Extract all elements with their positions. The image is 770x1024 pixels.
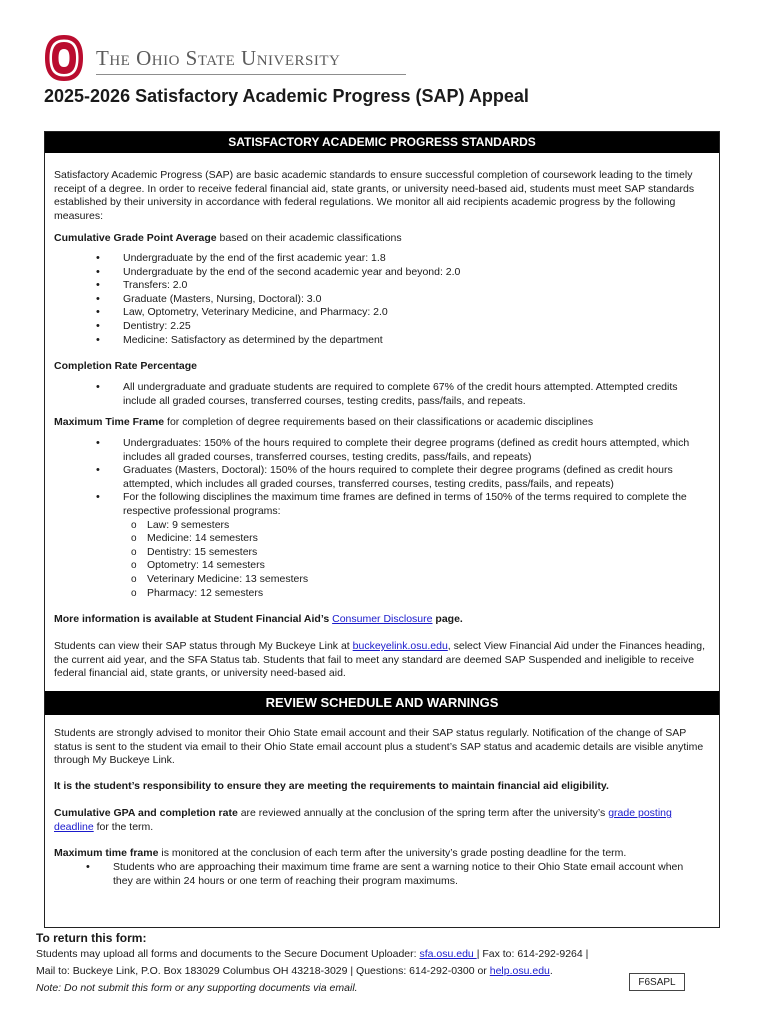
content-box (44, 131, 720, 928)
list-item-text: For the following disciplines the maximum time frames are defined in terms of 150% of the terms required to complete the respective professional programs: (123, 491, 687, 517)
sap-standards-heading: SATISFACTORY ACADEMIC PROGRESS STANDARDS (45, 132, 719, 153)
list-item: • Medicine: Satisfactory as determined by the department (107, 334, 705, 348)
gpa-suffix: based on their academic classifications (216, 232, 402, 244)
max-time-label: Maximum Time Frame (54, 416, 165, 428)
form-code-badge: F6SAPL (629, 973, 685, 991)
consumer-disclosure-link[interactable]: Consumer Disclosure (332, 613, 433, 625)
discipline-list (123, 519, 705, 601)
sfa-osu-link[interactable]: sfa.osu.edu (419, 948, 477, 960)
gpa-list (107, 252, 705, 347)
list-item: • All undergraduate and graduate students are required to complete 67% of the credit hours attempted. Attempted credits include all graded courses, transferred courses, testing credits, pass/fails, and repeats. (107, 381, 705, 408)
list-item: • Undergraduate by the end of the first academic year: 1.8 (107, 252, 705, 266)
max-review-text: is monitored at the conclusion of each term after the university’s grade posting deadline for the term. (158, 847, 627, 859)
sub-list-item: o Medicine: 14 semesters (123, 532, 705, 546)
fax-text: | Fax to: 614-292-9264 | (476, 948, 589, 960)
gpa-review-suffix: for the term. (93, 820, 154, 833)
sub-list-item: o Optometry: 14 semesters (123, 559, 705, 573)
mail-suffix: . (549, 965, 553, 977)
list-item: • Graduates (Masters, Doctoral): 150% of the hours required to complete their degree programs (defined as credit hours attempted, which includes all graded courses, transferred courses, testing credits, pass/fails, and repeats) (107, 464, 705, 491)
status-suffix: , select View Financial Aid under the Finances heading, the current aid year, and the SFA Status tab. Students that fail to meet any standard are deemed SAP Suspended and ineligible to receive federal financial aid, state grants, or university need-based aid. (54, 640, 706, 680)
return-form-heading: To return this form: (36, 931, 147, 945)
list-item: • Undergraduate by the end of the second academic year and beyond: 2.0 (107, 266, 705, 280)
list-item: • Undergraduates: 150% of the hours required to complete their degree programs (defined as credit hours attempted, which includes all graded courses, transferred courses, testing credits, pass/fails, and repeats) (107, 437, 705, 464)
review-heading: REVIEW SCHEDULE AND WARNINGS (45, 691, 719, 715)
upload-text: Students may upload all forms and documents to the Secure Document Uploader: (36, 948, 420, 960)
help-osu-link[interactable]: help.osu.edu (489, 965, 550, 977)
completion-section-title (54, 360, 709, 374)
grade-posting-deadline-link[interactable]: grade posting deadline (54, 807, 672, 833)
list-item: • Graduate (Masters, Nursing, Doctoral): 3.0 (107, 293, 705, 307)
max-time-list (107, 437, 705, 600)
mail-text: Mail to: Buckeye Link, P.O. Box 183029 Columbus OH 43218-3029 | Questions: 614-292-0300 or (36, 965, 490, 977)
sub-list-item: o Law: 9 semesters (123, 519, 705, 533)
max-time-review-info (54, 847, 709, 861)
responsibility-note: It is the student’s responsibility to ensure they are meeting the requirements to maintain financial aid eligibility. (54, 780, 609, 792)
completion-list (107, 381, 705, 408)
buckeyelink-link[interactable]: buckeyelink.osu.edu (352, 640, 448, 652)
sub-list-item: o Veterinary Medicine: 13 semesters (123, 573, 705, 587)
max-time-review-list (97, 861, 697, 888)
list-item (107, 491, 705, 600)
review-intro: Students are strongly advised to monitor their Ohio State email account and their SAP status regularly. Notification of the change of SAP status is sent to the student via email to their Ohio State email account plus a student’s SAP status and academic details are visible anytime through My Buckeye Link. (54, 727, 704, 767)
completion-label: Completion Rate Percentage (54, 360, 197, 372)
list-item: • Transfers: 2.0 (107, 279, 705, 293)
more-info-suffix: page. (432, 613, 463, 625)
more-info-prefix: More information is available at Student Financial Aid’s (54, 613, 333, 625)
logo-divider (96, 74, 406, 75)
max-time-section-title (54, 416, 709, 430)
block-o-logo-icon (44, 34, 84, 82)
gpa-review-info (54, 807, 709, 834)
more-info (54, 613, 709, 627)
list-item: • Students who are approaching their maximum time frame are sent a warning notice to their Ohio State email account when they are within 24 hours or one term of reaching their program maximums. (97, 861, 697, 888)
gpa-section-title (54, 232, 709, 246)
max-time-suffix: for completion of degree requirements based on their classifications or academic disciplines (164, 416, 594, 428)
return-line-mail (36, 965, 553, 977)
sap-status-info (54, 640, 709, 681)
status-prefix: Students can view their SAP status through My Buckeye Link at (54, 640, 353, 652)
sub-list-item: o Dentistry: 15 semesters (123, 546, 705, 560)
sap-intro: Satisfactory Academic Progress (SAP) are basic academic standards to ensure successful completion of coursework leading to the timely receipt of a degree. In order to receive federal financial aid, state grants, or university need-based aid, students must meet SAP standards established by their university in accordance with federal regulations. We monitor all aid recipients academic progress by the following measures: (54, 169, 695, 222)
gpa-label: Cumulative Grade Point Average (54, 232, 217, 244)
list-item: • Dentistry: 2.25 (107, 320, 705, 334)
return-line-upload (36, 948, 588, 960)
university-name: The Ohio State University (96, 46, 341, 70)
email-note: Note: Do not submit this form or any supporting documents via email. (36, 982, 358, 994)
document-title: 2025-2026 Satisfactory Academic Progress (SAP) Appeal (44, 86, 529, 106)
gpa-review-label: Cumulative GPA and completion rate (54, 807, 238, 819)
ohio-state-logo (44, 34, 374, 84)
gpa-review-text: are reviewed annually at the conclusion of the spring term after the university’s (237, 807, 609, 819)
list-item: • Law, Optometry, Veterinary Medicine, and Pharmacy: 2.0 (107, 306, 705, 320)
max-review-label: Maximum time frame (54, 847, 159, 859)
sub-list-item: o Pharmacy: 12 semesters (123, 587, 705, 601)
